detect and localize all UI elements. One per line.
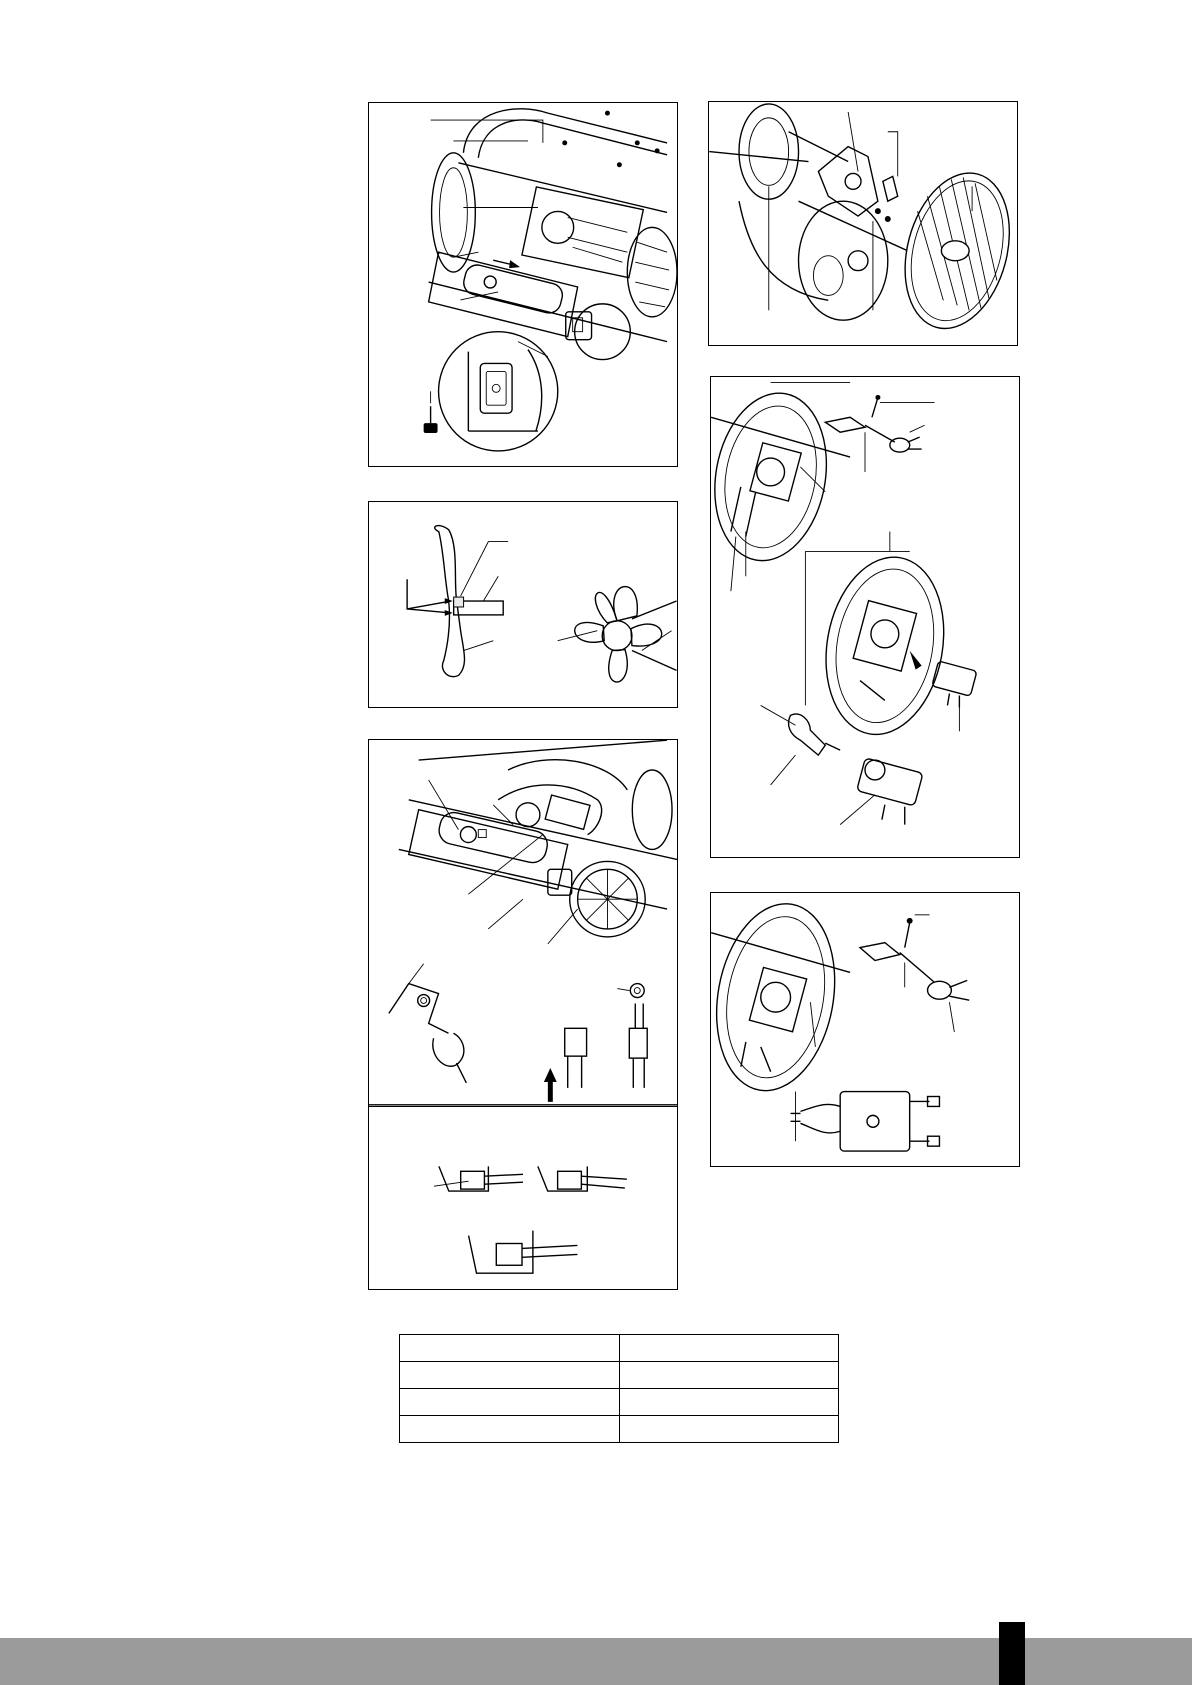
cover-removal-drawing <box>369 103 677 466</box>
table-cell <box>400 1416 620 1443</box>
spec-table <box>399 1334 839 1443</box>
figure-ignition-electrodes <box>710 892 1020 1167</box>
figure-fan-guard-removal <box>708 101 1018 346</box>
ignition-electrodes-drawing <box>711 893 1019 1166</box>
figure-photocell-wiring <box>368 739 678 1107</box>
figure-fan-blade <box>368 501 678 708</box>
table-row <box>400 1416 839 1443</box>
table-cell <box>619 1416 839 1443</box>
fan-guard-drawing <box>709 102 1017 345</box>
photocell-wiring-drawing <box>369 740 677 1106</box>
table-cell <box>619 1389 839 1416</box>
figure-photocell-bracket <box>368 1106 678 1290</box>
fan-blade-drawing <box>369 502 677 707</box>
table-cell <box>400 1335 620 1362</box>
table-cell <box>400 1389 620 1416</box>
table-cell <box>619 1362 839 1389</box>
photocell-bracket-drawing <box>369 1107 677 1289</box>
table-cell <box>400 1362 620 1389</box>
figure-cover-removal <box>368 102 678 467</box>
table-row <box>400 1335 839 1362</box>
table-row <box>400 1362 839 1389</box>
table-cell <box>619 1335 839 1362</box>
page-tab-marker <box>999 1622 1025 1685</box>
table-row <box>400 1389 839 1416</box>
nozzle-burner-drawing <box>711 377 1019 857</box>
figure-nozzle-burner <box>710 376 1020 858</box>
